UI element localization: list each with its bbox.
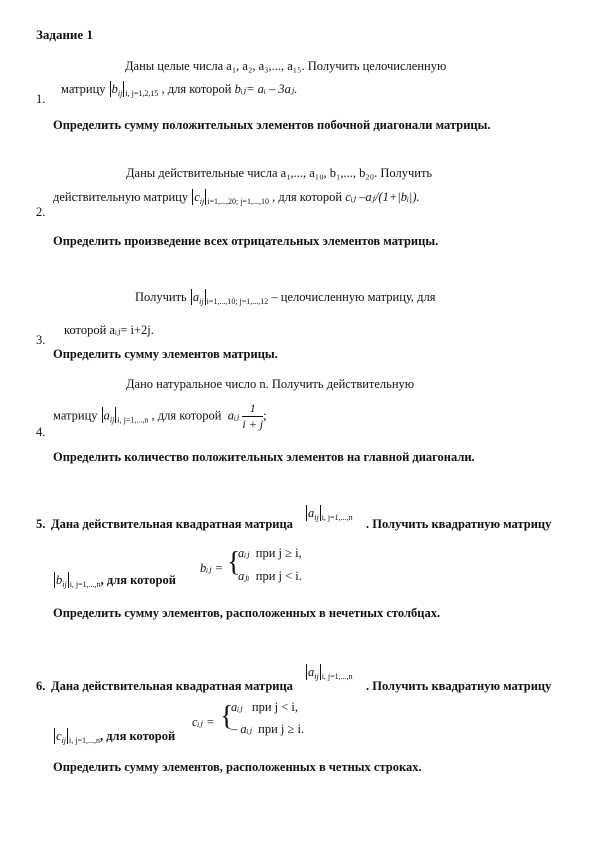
task-3-line1-prefix: Получить	[135, 290, 187, 304]
task-6-result-range: i, j=1,...,n	[69, 736, 100, 745]
task-3-line1-suffix: – целочисленную матрицу, для	[271, 290, 436, 304]
task-3-matrix-index: ij	[199, 297, 204, 306]
task-4-fraction	[242, 401, 263, 432]
task-6-matrix-var: a	[308, 665, 315, 679]
task-4-matrix-var: a	[103, 408, 110, 423]
task-2-question: Определить произведение всех отрицательных элементов матрицы.	[53, 234, 439, 248]
task-6-lhs: cᵢⱼ =	[192, 715, 215, 729]
task-5-brace: {	[227, 547, 241, 578]
task-1-number: 1.	[36, 92, 46, 106]
task-6-matrix-range: i, j=1,...,n	[321, 672, 353, 681]
task-6-case1-expr: aᵢⱼ	[231, 700, 243, 714]
task-3-number: 3.	[36, 333, 46, 347]
task-5-case1-expr: aᵢⱼ	[238, 546, 250, 560]
task-5-matrix-index: ij	[314, 513, 319, 522]
task-1-line2-prefix: матрицу	[61, 82, 106, 96]
task-5-result-matrix	[53, 572, 176, 589]
task-6-line2-suffix: , для которой	[99, 729, 176, 743]
task-2-line2-prefix: действительную матрицу	[53, 190, 189, 204]
task-5-case2-cond: при j < i.	[255, 569, 302, 583]
task-1-formula: bᵢⱼ= aᵢ – 3aⱼ.	[234, 82, 298, 96]
task-2-line2	[53, 189, 420, 206]
task-1-line1: Даны целые числа a₁, a₂, a₃,..., a₁₅. Получить целочисленную	[125, 59, 447, 73]
task-5-source-matrix	[305, 505, 353, 522]
task-3-line2: которой aᵢⱼ= i+2j.	[64, 323, 154, 337]
task-2-matrix-range: i=1,...,20; j=1,...,10	[207, 197, 269, 206]
task-6-source-matrix	[305, 664, 353, 681]
task-4-fraction-numerator: 1	[242, 401, 263, 417]
task-5-number: 5.	[36, 517, 46, 531]
task-2-line1: Даны действительные числа a₁,..., a₁₀, b₁,..., b₂₀. Получить	[126, 166, 433, 180]
task-5-case2-expr: aⱼᵢ	[238, 569, 250, 583]
task-6-case2-expr: – aᵢⱼ	[231, 722, 252, 736]
task-4-line2	[53, 401, 267, 432]
task-6-number: 6.	[36, 679, 46, 693]
task-2-line2-suffix: , для которой	[272, 190, 343, 204]
task-6-brace: {	[220, 701, 234, 732]
task-6-case2-cond: при j ≥ i.	[258, 722, 305, 736]
task-6-result-var: c	[56, 729, 62, 743]
task-6-line1: Дана действительная квадратная матрица	[51, 679, 293, 693]
task-3-matrix-range: i=1,...,10; j=1,...,12	[206, 297, 269, 306]
task-2-number: 2.	[36, 205, 46, 219]
task-6-case2	[231, 721, 304, 737]
task-6-result-matrix	[53, 728, 175, 745]
task-5-line1-suffix: . Получить квадратную матрицу	[366, 517, 552, 531]
task-5-case1-cond: при j ≥ i,	[255, 546, 302, 560]
task-6-matrix-index: ij	[314, 672, 319, 681]
task-2-formula: cᵢⱼ –aⱼ/(1+|bᵢ|).	[345, 190, 420, 204]
task-5-question: Определить сумму элементов, расположенных в нечетных столбцах.	[53, 606, 441, 620]
task-6-line1-suffix: . Получить квадратную матрицу	[366, 679, 552, 693]
task-5-case1	[238, 545, 302, 561]
task-2-matrix-var: c	[194, 190, 200, 204]
task-4-question: Определить количество положительных элементов на главной диагонали.	[53, 450, 475, 464]
task-3-question: Определить сумму элементов матрицы.	[53, 347, 278, 361]
task-1-matrix-range: i, j=1,2,15	[125, 89, 159, 98]
task-3-matrix-var: a	[192, 290, 200, 304]
task-5-matrix-range: i, j=1,...,n	[321, 513, 353, 522]
task-1-line2	[61, 81, 297, 98]
task-1-line2-suffix: , для которой	[161, 82, 232, 96]
task-5-result-index: ij	[62, 580, 67, 589]
task-4-tail: ;	[263, 408, 267, 423]
task-5-line1: Дана действительная квадратная матрица	[51, 517, 293, 531]
task-6-result-index: ij	[61, 736, 67, 745]
task-1-question: Определить сумму положительных элементов побочной диагонали матрицы.	[53, 118, 491, 132]
task-5-result-var: b	[56, 573, 63, 587]
task-5-line2-suffix: , для которой	[100, 573, 176, 587]
task-1-matrix-index: ij	[117, 89, 123, 98]
task-4-number: 4.	[36, 425, 46, 439]
page-heading: Задание 1	[36, 27, 93, 42]
task-3-line1	[135, 289, 435, 306]
task-5-lhs: bᵢⱼ =	[200, 561, 224, 575]
task-5-matrix-var: a	[308, 506, 315, 520]
task-6-question: Определить сумму элементов, расположенных в четных строках.	[53, 760, 422, 774]
task-4-lhs: aᵢⱼ	[227, 408, 240, 423]
task-6-case1	[231, 699, 298, 715]
task-1-matrix-var: b	[111, 82, 118, 96]
task-2-matrix-index: ij	[199, 197, 205, 206]
task-4-fraction-denominator: i + j	[242, 417, 264, 431]
task-4-line1: Дано натуральное число n. Получить действительную	[126, 377, 415, 391]
task-4-line2-prefix: матрицу	[53, 408, 98, 423]
task-5-case2	[238, 568, 302, 584]
task-4-line2-suffix: , для которой	[151, 408, 222, 423]
task-4-matrix-range: i, j=1,...,n	[117, 415, 149, 425]
task-4-matrix-index: ij	[109, 415, 115, 425]
task-6-case1-cond: при j < i,	[251, 700, 299, 714]
task-5-result-range: i, j=1,...,n	[69, 580, 101, 589]
